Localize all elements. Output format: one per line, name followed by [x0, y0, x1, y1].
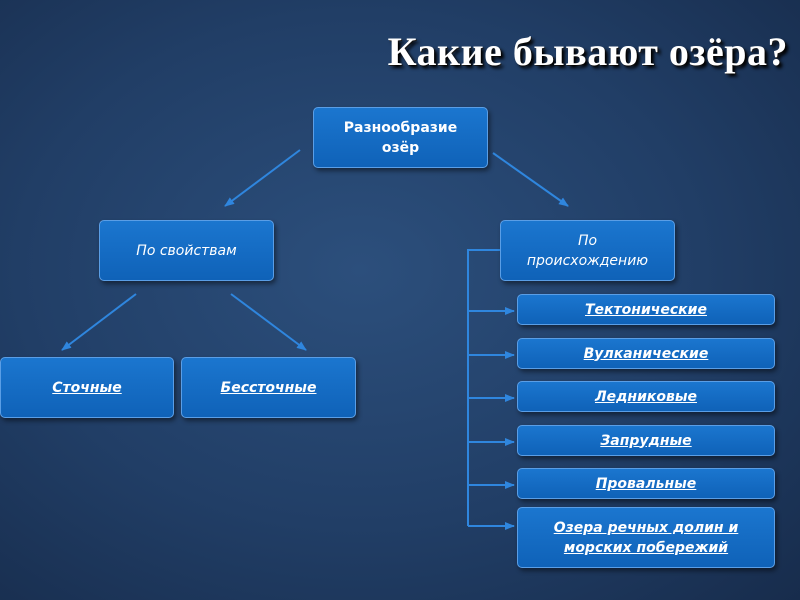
origin-volcanic-node[interactable]: [517, 338, 775, 369]
arrow-root-to-properties: [225, 150, 300, 206]
root-node: [313, 107, 488, 168]
origin-glacial-label[interactable]: Ледниковые: [594, 388, 698, 405]
origin-sinkhole-node[interactable]: [517, 468, 775, 499]
root-line-1: Разнообразие: [343, 119, 458, 136]
origin-river-coastal-line-1[interactable]: Озера речных долин и: [553, 519, 739, 536]
arrow-properties-to-endorheic: [231, 294, 306, 350]
endorheic-lakes-node[interactable]: [181, 357, 356, 418]
origin-river-coastal-line-2[interactable]: морских побережий: [563, 539, 729, 556]
by-origin-node: [500, 220, 675, 281]
arrow-properties-to-flowing: [62, 294, 136, 350]
origin-volcanic-label[interactable]: Вулканические: [583, 345, 709, 362]
origin-river-coastal-node[interactable]: [517, 507, 775, 568]
flowing-lakes-label[interactable]: Сточные: [52, 379, 122, 396]
by-origin-line-1: По: [577, 232, 598, 249]
origin-tectonic-node[interactable]: [517, 294, 775, 325]
origin-dammed-label[interactable]: Запрудные: [600, 432, 692, 449]
origin-tectonic-label[interactable]: Тектонические: [585, 301, 707, 318]
arrow-root-to-origin: [493, 153, 568, 206]
origin-sinkhole-label[interactable]: Провальные: [595, 475, 697, 492]
by-origin-line-2: происхождению: [526, 252, 649, 269]
by-properties-label: По свойствам: [136, 242, 237, 259]
by-properties-node: [99, 220, 274, 281]
origin-glacial-node[interactable]: [517, 381, 775, 412]
root-line-2: озёр: [381, 139, 420, 156]
page-title: Какие бывают озёра?: [387, 29, 788, 74]
flowing-lakes-node[interactable]: [0, 357, 174, 418]
origin-dammed-node[interactable]: [517, 425, 775, 456]
endorheic-lakes-label[interactable]: Бессточные: [220, 379, 317, 396]
